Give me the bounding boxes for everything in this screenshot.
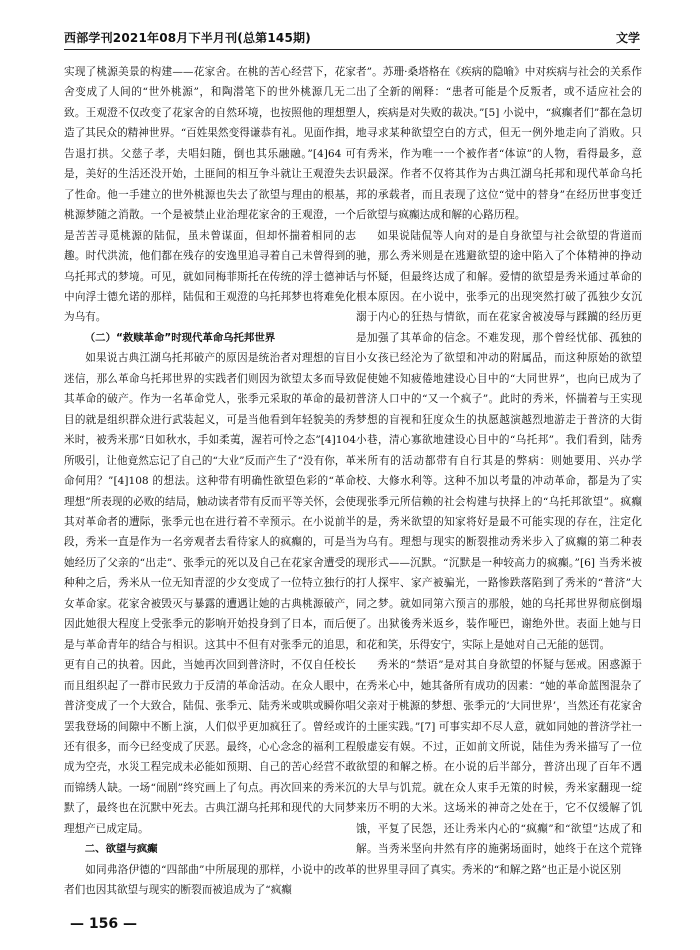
section-heading: 二、欲望与疯癫 (84, 843, 158, 856)
section-label: 文学 (615, 31, 640, 45)
paragraph: 如同弗洛伊德的“四部曲”中所展现的那样，小说中的改革者们也因其欲望与现实的断裂而被追成为了“疯癫 (64, 863, 356, 897)
paragraph: 秀米的“禁语”是对其自身欲望的怀疑与惩戒。困惑源于在秀米心中，她其备所有成功的因素：“她的革命蓝图混杂了父亲对于桃源的梦想、张季元的‘大同世界’，当然还有花家舍的土匪实践。”[7] 可事实却不尽人意，就如同她的普济学社一般虚妄有娱。不过，正如前文所说，陆佳为秀米描写了一位欲望的和解之桥。在小说的后半部分，普济出现了百年不遇的大旱与饥荒。就在众人束手无策的时候，秀米家翻现一绽来历不明的大米。这场米的神奇之处在于，它不仅缓解了饥饿，平复了民怨，还让秀米内心的“疯癫”和“欲望”达成了和解。当秀米坚向井然有序的施粥场面时，她终于在这个荒锋的世界里寻回了真实。秀米的“和解之路”也正是小说区别 (356, 659, 642, 876)
running-header (64, 26, 640, 50)
paragraph: 实现了桃源美景的构建——花家舍。在桃的苦心经营下，花家舍变成了人间的“世外桃源”，和陶潜笔下的世外桃源几无二致。王观澄不仅改变了花家舍的自然环境，也按照他的理想塑造了其民众的精神世界。“百姓果然变得谦恭有礼。见面作揖，告退打拱。父慈子孝，夫唱妇随，倒也其乐融融。”[4]64 可是，美好的生活还没开始，土匪间的相互争斗就让王观澄失去了性命。他一手建立的世外桃源也失去了欲望与理由的根基，桃源梦随之消散。一个是被禁止业治理花家舍的王观澄，一个是苦苦寻觅桃源的陆侃，虽未曾谋面，但却怀揣着相同的志趣。时代洪流，他们都在残存的安逸里追寻着自己未曾得到的乌托邦式的梦境。可见，就如同梅菲斯托在传统的浮士德神话中向浮士德允诺的那样，陆侃和王观澄的乌托邦梦也将难免化为乌有。 (64, 66, 356, 324)
paragraph: 者”。苏珊·桑塔格在《疾病的隐喻》中对疾病与社会的关系作出了全新的阐释：“患者可能是个反叛者，或不适应社会的人，疾病是对失败的裁决。”[5] 小说中，“疯癫者们”都在急切地寻求某种欲望空白的方式，但无一例外地走向了消败。只有秀米，作为唯一一个被作者“体谅”的人物，看得最多，意识最深。作者不仅将其作为古典江湖乌托邦和现代革命乌托邦的承载者，而且表现了这位“觉中的替身”在经历世事变迁后欲望与疯癫达成和解的心路历程。 (356, 66, 642, 222)
page-number: — 156 — (70, 916, 137, 932)
journal-title: 西部学刊2021年08月下半月刊(总第145期) (64, 31, 311, 45)
paragraph: 如果说古典江湖乌托邦破产的原因是统治者对理想的盲目迷信，那么革命乌托邦世界的实践者们则因为欲望太多而导致其革命的破产。作为一名革命党人，张季元采取的革命的最初目的就是组织群众进行武装起义，可是当他看到年轻貌美的秀米时，被秀米那“日如秋水，手如柔荑，渥若可怜之态”[4]104 所吸引，让他竟然忘记了自己的“大业”反而产生了“没有你，革命何用？”[4]108 的想法。这种带有明确性欲望色彩的“革命理想”所表现的必败的结局，触动读者带有反而平等关怀，会使其对革命者的遭际，张季元也在进行着不幸预示。在小说前半段，秀米一直是作为一名旁观者去看待家人的疯癫的，可是当她经历了父亲的“出走”、张季元的死以及自己在花家舍遭受的种种之后，秀米从一位无知青涩的少女变成了一位特立独行的女革命家。花家舍被毁灭与暴露的遭遇让她的古典桃源破产，因此她很大程度上受张季元的影响开始投身到了日本，而后便是与革命青年的结合与相识。这其中不但有对张季元的追思，更有自己的执着。因此，当她再次回到普济时，不仅自任校长而且组织起了一群市民致力于反清的革命活动。在众人眼中，普济变成了一个大致合，陆侃、张季元、陆秀米或哄或瞬你唱罢我登场的间隙中不断上演，人们似乎更加疯狂了。曾经或许还有很多，而今已经变成了厌恶。最终，心心念念的福利工程成为空壳，水災工程完成未必能如预期、自己的苦心经营不敢而锦绣人缺。一场“闹剧”终究画上了句点。再次回来的秀米沉默了，最终也在沉默中死去。古典江湖乌托邦和现代的大同梦理想产已成定局。 (64, 352, 356, 835)
section-heading: （二）“救赎革命”时现代革命乌托邦世界 (84, 331, 276, 344)
right-column (356, 62, 642, 920)
paragraph: 如果说陆侃等人向对的是自身欲望与社会欲望的背道而驰，那么秀米则是在逃避欲望的途中陷入了个体精神的挣动与怀疑，但最终达成了和解。爱情的欲望是秀米通过革命的根本原因。在小说中，张季元的出现突然打破了孤独少女沉溺于内心的狂热与情欲，而在花家舍被凌辱与蹂躏的经历更是加强了其革命的信念。不难发现，那个曾经忧郁、孤独的小女孩已经沦为了欲望和冲动的附属品，而这种原始的欲望促使她不知疲倦地建设心目中的“大同世界”，也向已成为了普济人口中的“又一个疯子”。此时的秀米，怀揣着与王实现梦想的盲视和狂度众生的执愿越演越烈地游走于普济的大街小巷，清心寡欲地建设心目中的“乌托邦”。我们看到，陆秀米所有的活动都带有自行其是的弊病：则她要用、兴办学校、大修水利等。这种不加以考量的冲动革命，都是为了实现张季元所信赖的社会构建与抉择上的“乌托邦欲望”。疯癫的是，秀米欲望的知家将好是最不可能实现的存在，注定化为乌有。理想与现实的断裂推动秀米步入了疯癫的第二种表现形式——沉默。“沉默是一种较高力的疯癫。”[6] 当秀米被打人探牢、家产被骗光，一路惨跌落陷到了秀米的“普济”大同之梦。就如同第六预言的那般，她的乌托邦世界彻底倒塌了。出狱後秀米返乡，装作哑巴，谢绝外世。表面上她与日和花和笑，乐得安宁，实际上是她对自己无能的惩罚。 (356, 229, 642, 651)
left-column (64, 62, 356, 920)
